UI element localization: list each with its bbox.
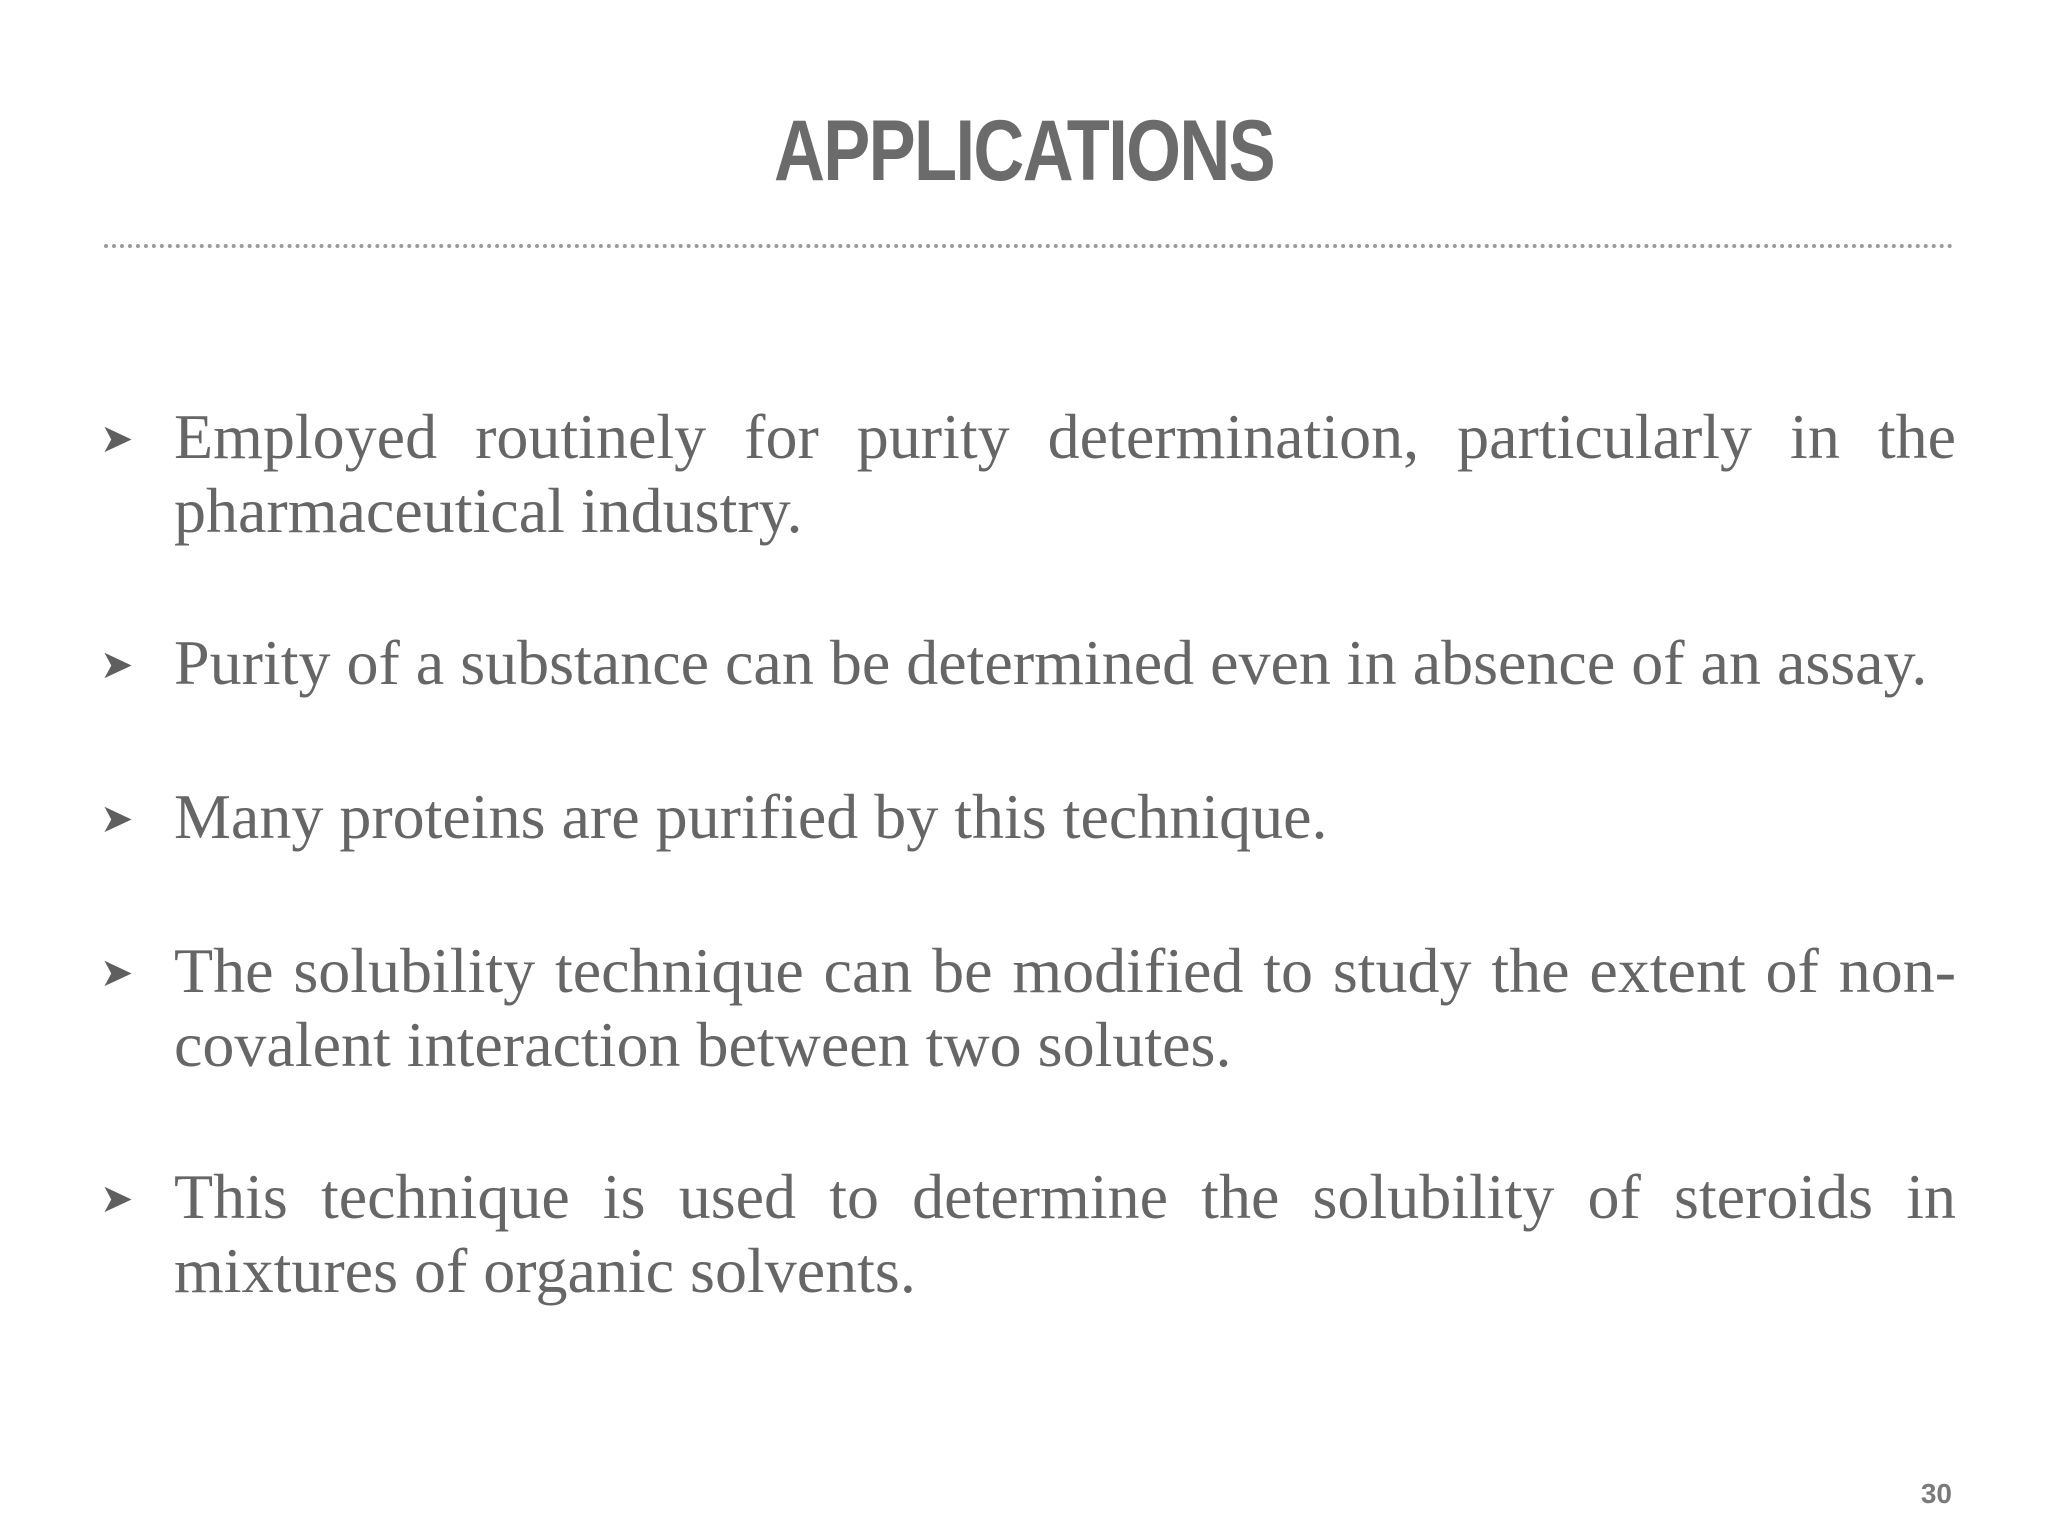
bullet-item	[100, 400, 1956, 548]
bullet-item	[100, 626, 1956, 702]
slide-title: APPLICATIONS	[773, 103, 1275, 199]
bullet-text: Employed routinely for purity determination, particularly in the pharmaceutical industry.	[174, 401, 1956, 546]
bullet-text: Many proteins are purified by this technique.	[174, 781, 1328, 852]
page-number: 30	[1920, 1478, 1952, 1509]
bullet-item	[100, 780, 1956, 856]
bullet-text: This technique is used to determine the solubility of steroids in mixtures of organic solvents.	[174, 1161, 1956, 1306]
dotted-divider	[104, 244, 1954, 248]
bullet-item	[100, 1160, 1956, 1308]
bullet-text: The solubility technique can be modified to study the extent of non-covalent interaction between two solutes.	[174, 935, 1956, 1080]
arrowhead-right-icon: ➤	[100, 642, 134, 688]
arrowhead-right-icon: ➤	[100, 950, 134, 996]
arrowhead-right-icon: ➤	[100, 796, 134, 842]
bullet-item	[100, 934, 1956, 1082]
bullet-list	[100, 400, 1956, 1386]
arrowhead-right-icon: ➤	[100, 1176, 134, 1222]
bullet-text: Purity of a substance can be determined even in absence of an assay.	[174, 627, 1928, 698]
arrowhead-right-icon: ➤	[100, 416, 134, 462]
